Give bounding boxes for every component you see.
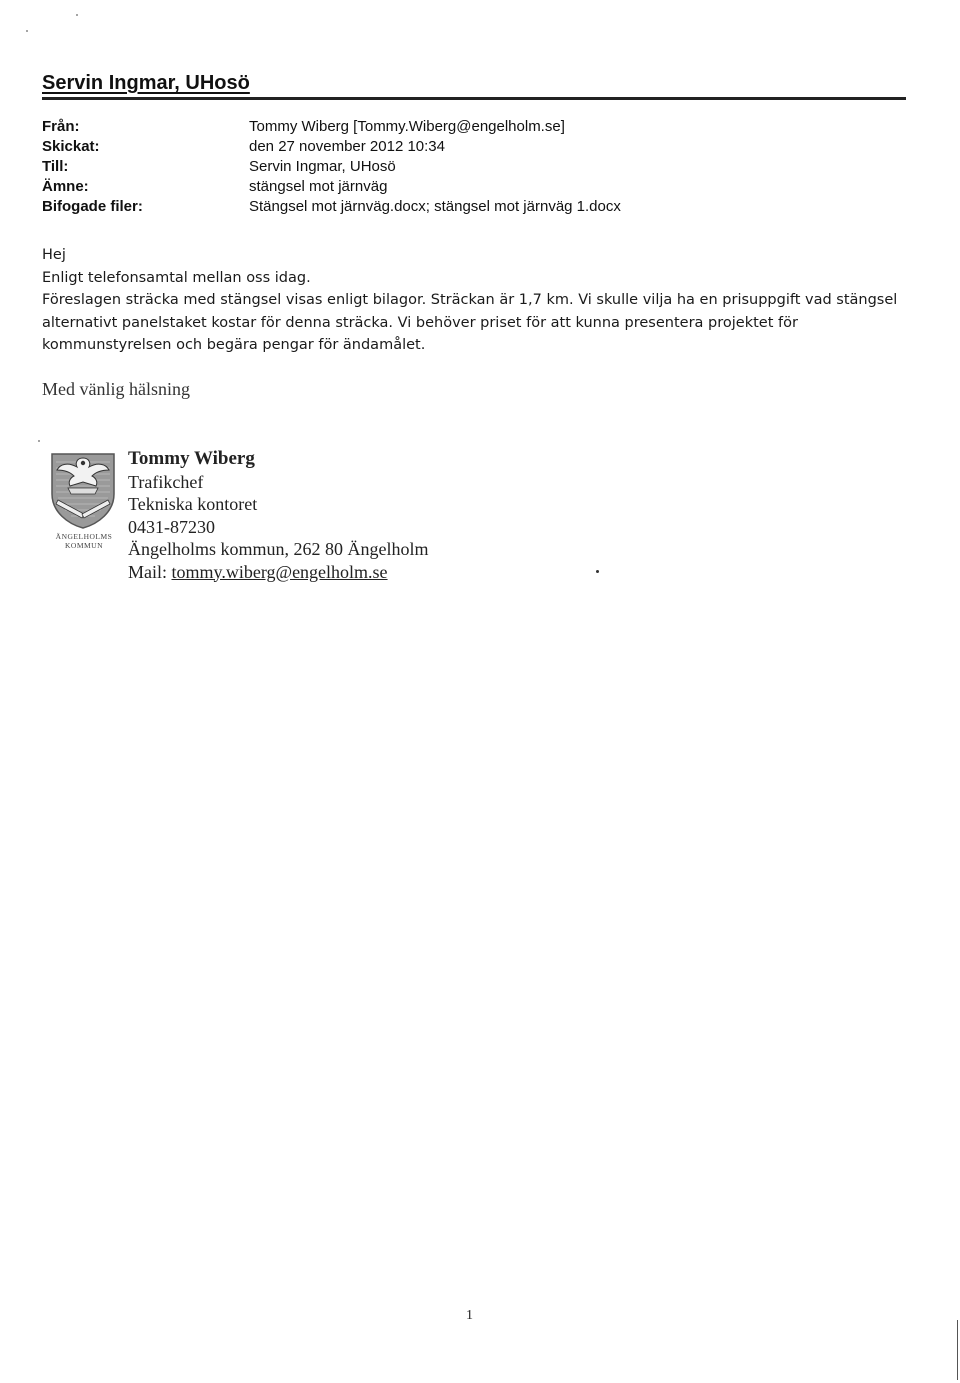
closing-greeting: Med vänlig hälsning [42, 379, 190, 399]
municipality-logo [44, 448, 124, 550]
logo-caption-line1: ÄNGELHOLMS [55, 532, 113, 541]
signature-block [128, 448, 429, 583]
angelholm-coat-of-arms-icon [44, 448, 122, 530]
body-line: Enligt telefonsamtal mellan oss idag. [42, 269, 311, 286]
body-line-greeting: Hej [42, 247, 66, 263]
signature-mail [128, 561, 429, 584]
header-label-sent: Skickat: [42, 137, 100, 155]
header-row-sent [42, 136, 621, 156]
header-value-from: Tommy Wiberg [Tommy.Wiberg@engelholm.se] [249, 117, 565, 135]
mailbox-owner-title: Servin Ingmar, UHosö [42, 72, 250, 94]
email-body [42, 244, 912, 357]
body-line: kommunstyrelsen och begära pengar för ändamålet. [42, 337, 426, 353]
body-line: Föreslagen sträcka med stängsel visas enligt bilagor. Sträckan är 1,7 km. Vi skulle vilja ha en prisuppgift vad stängsel [42, 292, 898, 308]
scan-speck [38, 440, 40, 442]
header-value-attachments: Stängsel mot järnväg.docx; stängsel mot järnväg 1.docx [249, 197, 621, 215]
email-header-block [42, 116, 621, 216]
scan-speck [26, 30, 28, 32]
logo-caption-line2: KOMMUN [64, 541, 103, 550]
signature-department: Tekniska kontoret [128, 494, 258, 514]
signature-mail-label: Mail: [128, 561, 172, 582]
signature-name: Tommy Wiberg [128, 448, 255, 469]
signature-phone: 0431-87230 [128, 516, 215, 537]
header-row-subject [42, 176, 621, 196]
signature-address: Ängelholms kommun, 262 80 Ängelholm [128, 539, 429, 559]
header-label-subject: Ämne: [42, 177, 89, 195]
header-value-sent: den 27 november 2012 10:34 [249, 137, 445, 155]
scan-speck [596, 570, 599, 573]
body-line: alternativt panelstaket kostar för denna sträcka. Vi behöver priset för att kunna presentera projektet för [42, 314, 798, 331]
signature-title: Trafikchef [128, 471, 204, 492]
header-row-from [42, 116, 621, 136]
header-row-attachments [42, 196, 621, 216]
signature-mail-link[interactable]: tommy.wiberg@engelholm.se [171, 561, 388, 582]
header-value-to: Servin Ingmar, UHosö [249, 157, 396, 175]
page-number: 1 [466, 1308, 473, 1323]
header-label-to: Till: [42, 157, 69, 175]
logo-caption [44, 532, 124, 550]
scan-speck [76, 14, 78, 16]
header-value-subject: stängsel mot järnväg [249, 177, 388, 195]
header-row-to [42, 156, 621, 176]
header-label-from: Från: [42, 117, 80, 135]
header-label-attachments: Bifogade filer: [42, 197, 143, 215]
scan-edge-mark [957, 1320, 958, 1380]
title-divider [42, 97, 906, 100]
